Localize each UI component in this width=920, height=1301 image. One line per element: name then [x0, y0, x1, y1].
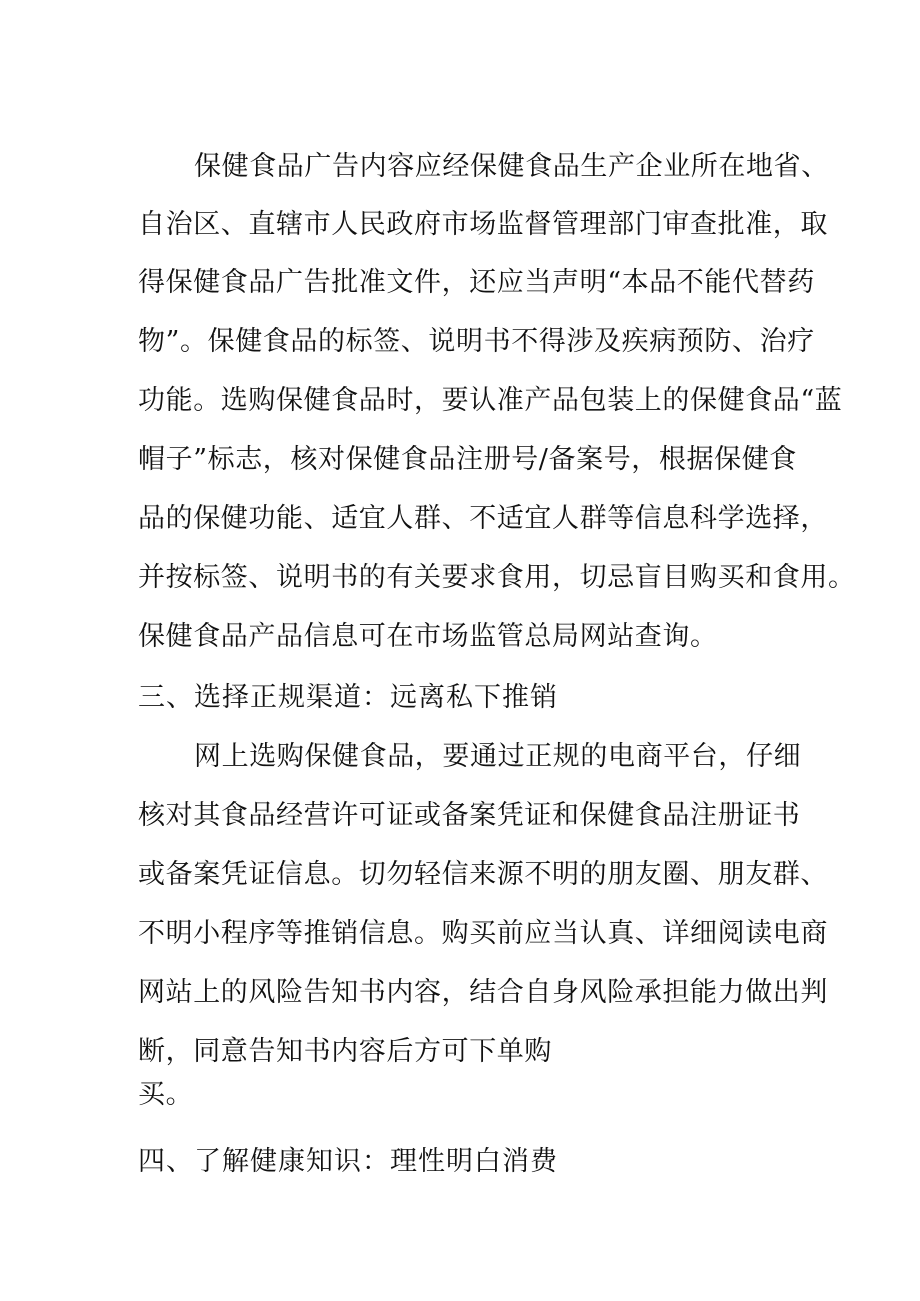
paragraph-1-line-5: 功能。选购保健食品时，要认准产品包装上的保健食品“蓝 [138, 385, 843, 416]
section-4-heading: 四、了解健康知识：理性明白消费 [138, 1146, 558, 1177]
paragraph-2-line-1: 网上选购保健食品，要通过正规的电商平台，仔细 [194, 741, 802, 772]
section-3-heading: 三、选择正规渠道：远离私下推销 [138, 682, 558, 713]
paragraph-2-line-5: 网站上的风险告知书内容，结合自身风险承担能力做出判 [138, 977, 828, 1008]
paragraph-1-line-2: 自治区、直辖市人民政府市场监督管理部门审查批准，取 [138, 209, 828, 240]
paragraph-1-line-4: 物”。保健食品的标签、说明书不得涉及疾病预防、治疗 [138, 326, 815, 357]
paragraph-2-line-6: 断，同意告知书内容后方可下单购 [138, 1036, 552, 1067]
paragraph-2-line-7: 买。 [138, 1079, 194, 1110]
paragraph-1-line-6: 帽子”标志，核对保健食品注册号/备案号，根据保健食 [138, 444, 797, 475]
paragraph-1-line-8: 并按标签、说明书的有关要求食用，切忌盲目购买和食用。 [138, 562, 856, 593]
paragraph-2-line-2: 核对其食品经营许可证或备案凭证和保健食品注册证书 [138, 800, 801, 831]
paragraph-1-line-1: 保健食品广告内容应经保健食品生产企业所在地省、 [194, 151, 829, 182]
paragraph-1-line-7: 品的保健功能、适宜人群、不适宜人群等信息科学选择， [138, 503, 828, 534]
paragraph-1-line-3: 得保健食品广告批准文件，还应当声明“本品不能代替药 [138, 267, 815, 298]
paragraph-2-line-3: 或备案凭证信息。切勿轻信来源不明的朋友圈、朋友群、 [138, 859, 828, 890]
paragraph-1-line-9: 保健食品产品信息可在市场监管总局网站查询。 [138, 621, 718, 652]
paragraph-2-line-4: 不明小程序等推销信息。购买前应当认真、详细阅读电商 [138, 918, 828, 949]
